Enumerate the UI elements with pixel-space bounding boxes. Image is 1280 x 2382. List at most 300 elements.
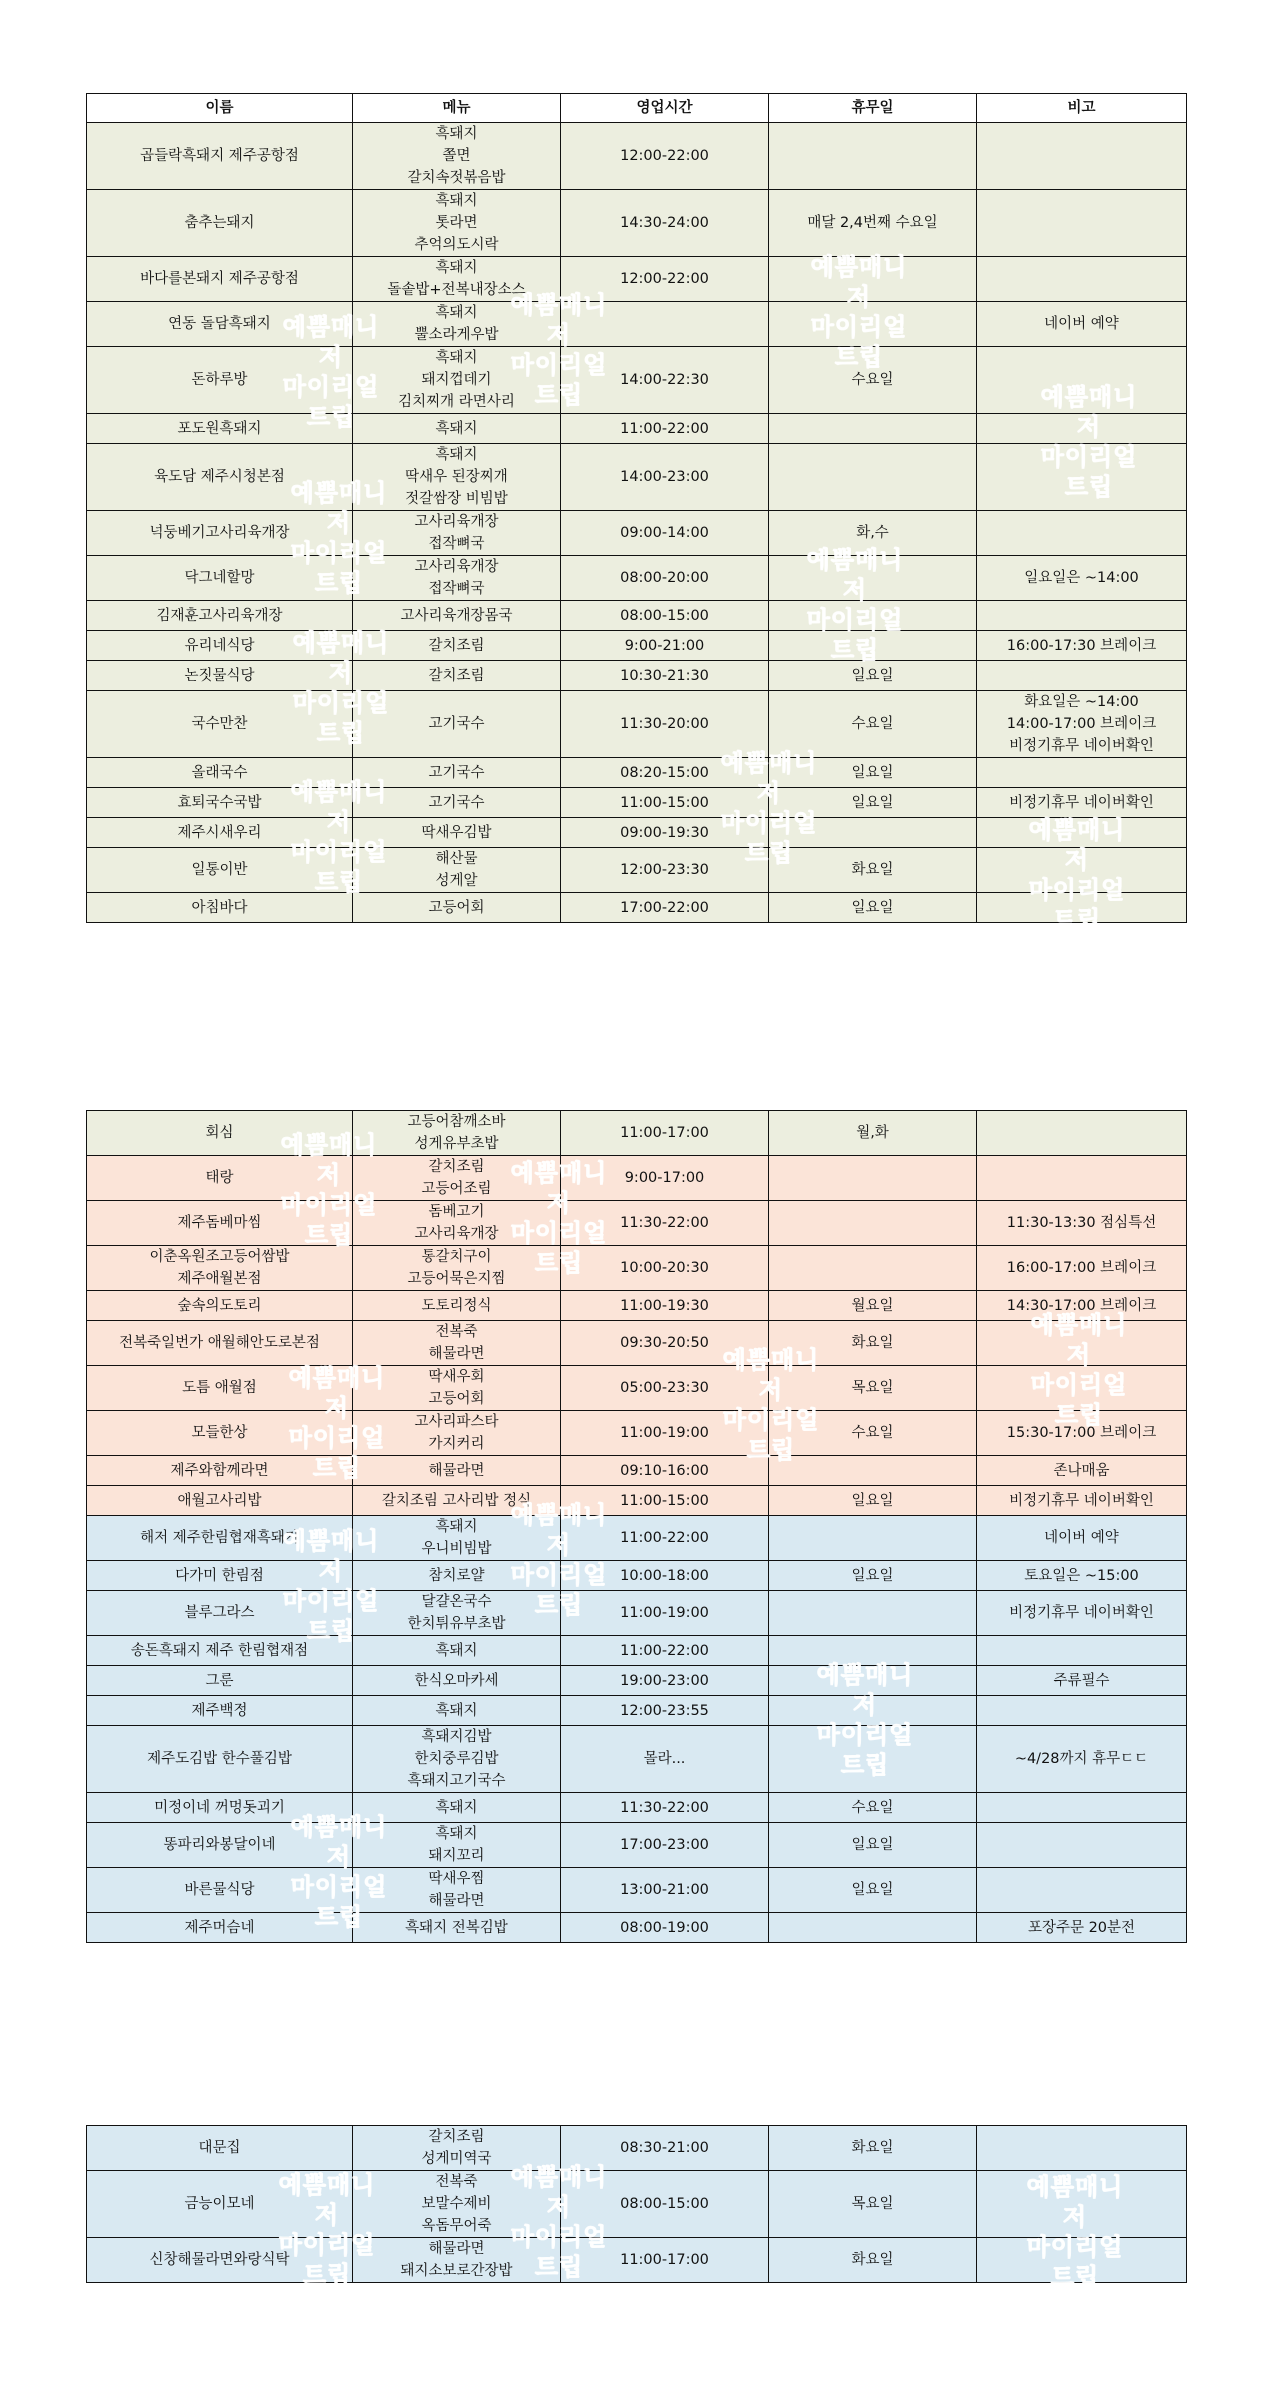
restaurant-name: 제주도김밥 한수풀김밥 bbox=[87, 1726, 353, 1793]
menu-cell-line: 딱새우찜 bbox=[428, 1871, 485, 1887]
table-row bbox=[87, 691, 1187, 758]
note-cell bbox=[977, 631, 1187, 661]
holiday-cell bbox=[769, 556, 977, 601]
restaurant-name: 일통이반 bbox=[87, 848, 353, 893]
hours-cell: 11:00-22:00 bbox=[561, 1516, 769, 1561]
note-cell bbox=[977, 511, 1187, 556]
restaurant-name: 김재훈고사리육개장 bbox=[87, 601, 353, 631]
hours-cell: 12:00-22:00 bbox=[561, 257, 769, 302]
note-cell-line: 토요일은 ~15:00 bbox=[1024, 1567, 1139, 1584]
note-cell bbox=[977, 190, 1187, 257]
watermark: 예쁨매니저 마이리얼트립 bbox=[288, 1364, 386, 1482]
watermark: 예쁨매니저 마이리얼트립 bbox=[290, 479, 388, 597]
restaurant-name bbox=[87, 1246, 353, 1291]
note-cell bbox=[977, 1201, 1187, 1246]
restaurant-name: 다가미 한림점 bbox=[87, 1561, 353, 1591]
menu-cell bbox=[353, 1696, 561, 1726]
note-cell-line: 16:00-17:00 브레이크 bbox=[1006, 1260, 1157, 1276]
menu-cell-line: 한치튀유부초밥 bbox=[407, 1616, 506, 1632]
note-cell bbox=[977, 1726, 1187, 1793]
menu-cell-line: 흑돼지 bbox=[435, 193, 478, 209]
menu-cell bbox=[353, 1666, 561, 1696]
holiday-cell: 월,화 bbox=[769, 1111, 977, 1156]
note-cell bbox=[977, 1823, 1187, 1868]
menu-cell-line: 돼지꼬리 bbox=[428, 1848, 485, 1864]
holiday-cell bbox=[769, 1246, 977, 1291]
restaurant-name: 제주시새우리 bbox=[87, 818, 353, 848]
watermark: 예쁨매니저 마이리얼트립 bbox=[810, 253, 908, 371]
restaurant-name: 금능이모네 bbox=[87, 2171, 353, 2238]
holiday-cell: 일요일 bbox=[769, 1823, 977, 1868]
restaurant-name: 아침바다 bbox=[87, 893, 353, 923]
menu-cell-line: 돌솥밥+전복내장소스 bbox=[387, 282, 526, 298]
table-row bbox=[87, 257, 1187, 302]
menu-cell-line: 고등어참깨소바 bbox=[407, 1114, 506, 1130]
table-header-row bbox=[87, 94, 1187, 123]
table-row bbox=[87, 1366, 1187, 1411]
menu-cell-line: 해물라면 bbox=[428, 1893, 485, 1909]
menu-cell bbox=[353, 2171, 561, 2238]
menu-cell bbox=[353, 123, 561, 190]
menu-cell-line: 옥돔무어죽 bbox=[421, 2218, 492, 2234]
hours-cell: 11:00-15:00 bbox=[561, 788, 769, 818]
hours-cell: 09:00-14:00 bbox=[561, 511, 769, 556]
watermark: 예쁨매니저 마이리얼트립 bbox=[1030, 1311, 1128, 1429]
hours-cell: 10:00-20:30 bbox=[561, 1246, 769, 1291]
restaurant-name: 제주돔베마씸 bbox=[87, 1201, 353, 1246]
menu-cell-line: 흑돼지 bbox=[435, 305, 478, 321]
note-cell bbox=[977, 788, 1187, 818]
watermark: 예쁨매니저 마이리얼트립 bbox=[282, 1527, 380, 1645]
note-cell bbox=[977, 257, 1187, 302]
menu-cell bbox=[353, 1591, 561, 1636]
menu-cell-line: 고사리파스타 bbox=[414, 1414, 499, 1430]
menu-cell-line: 고기국수 bbox=[428, 764, 485, 781]
table-row bbox=[87, 893, 1187, 923]
note-cell bbox=[977, 414, 1187, 444]
holiday-cell: 매달 2,4번째 수요일 bbox=[769, 190, 977, 257]
holiday-cell bbox=[769, 1726, 977, 1793]
hours-cell: 12:00-23:30 bbox=[561, 848, 769, 893]
restaurant-name: 국수만찬 bbox=[87, 691, 353, 758]
menu-cell bbox=[353, 190, 561, 257]
table-row bbox=[87, 1246, 1187, 1291]
menu-cell-line: 고등어조림 bbox=[421, 1181, 492, 1197]
hours-cell: 13:00-21:00 bbox=[561, 1868, 769, 1913]
watermark: 예쁨매니저 마이리얼트립 bbox=[292, 629, 390, 747]
note-cell bbox=[977, 1291, 1187, 1321]
menu-cell-line: 해산물 bbox=[435, 851, 478, 867]
table-row bbox=[87, 788, 1187, 818]
table-row bbox=[87, 444, 1187, 511]
table-row bbox=[87, 1156, 1187, 1201]
note-cell bbox=[977, 1366, 1187, 1411]
holiday-cell: 화요일 bbox=[769, 2126, 977, 2171]
note-cell bbox=[977, 1696, 1187, 1726]
note-cell bbox=[977, 444, 1187, 511]
menu-cell-line: 해물라면 bbox=[428, 1346, 485, 1362]
menu-cell-line: 흑돼지 bbox=[435, 1519, 478, 1535]
restaurant-name: 모들한상 bbox=[87, 1411, 353, 1456]
holiday-cell: 목요일 bbox=[769, 1366, 977, 1411]
restaurant-name: 육도담 제주시청본점 bbox=[87, 444, 353, 511]
note-cell bbox=[977, 601, 1187, 631]
table-row bbox=[87, 661, 1187, 691]
menu-cell bbox=[353, 347, 561, 414]
note-cell-line: 비정기휴무 네이버확인 bbox=[1009, 794, 1154, 811]
menu-cell-line: 갈치조림 bbox=[428, 2129, 485, 2145]
note-cell-line: 11:30-13:30 점심특선 bbox=[1006, 1215, 1157, 1231]
note-cell bbox=[977, 1486, 1187, 1516]
table-row bbox=[87, 511, 1187, 556]
note-cell bbox=[977, 1591, 1187, 1636]
restaurant-name: 효퇴국수국밥 bbox=[87, 788, 353, 818]
table-row bbox=[87, 347, 1187, 414]
hours-cell: 09:10-16:00 bbox=[561, 1456, 769, 1486]
watermark: 예쁨매니저 마이리얼트립 bbox=[1040, 383, 1138, 501]
menu-cell bbox=[353, 1321, 561, 1366]
menu-cell-line: 통갈치구이 bbox=[421, 1249, 492, 1265]
table-row bbox=[87, 1823, 1187, 1868]
menu-cell bbox=[353, 1201, 561, 1246]
hours-cell: 08:00-15:00 bbox=[561, 2171, 769, 2238]
menu-cell bbox=[353, 1456, 561, 1486]
holiday-cell bbox=[769, 257, 977, 302]
restaurant-name: 태랑 bbox=[87, 1156, 353, 1201]
note-cell-line: 15:30-17:00 브레이크 bbox=[1006, 1425, 1157, 1441]
restaurant-name: 회심 bbox=[87, 1111, 353, 1156]
menu-cell-line: 고등어회 bbox=[428, 1391, 485, 1407]
note-cell bbox=[977, 661, 1187, 691]
holiday-cell: 화요일 bbox=[769, 848, 977, 893]
holiday-cell bbox=[769, 1636, 977, 1666]
menu-cell-line: 갈치조림 고사리밥 정식 bbox=[381, 1492, 532, 1509]
menu-cell-line: 뿔소라게우밥 bbox=[414, 327, 499, 343]
menu-cell-line: 김치찌개 라면사리 bbox=[398, 394, 515, 410]
note-cell-line: 포장주문 20분전 bbox=[1027, 1919, 1136, 1936]
table-row bbox=[87, 414, 1187, 444]
note-cell-line: 화요일은 ~14:00 bbox=[1024, 694, 1139, 710]
menu-cell-line: 흑돼지김밥 bbox=[421, 1729, 492, 1745]
note-cell bbox=[977, 1561, 1187, 1591]
restaurant-name: 바른물식당 bbox=[87, 1868, 353, 1913]
menu-cell-line: 흑돼지 bbox=[435, 447, 478, 463]
table-row bbox=[87, 1516, 1187, 1561]
restaurant-name: 애월고사리밥 bbox=[87, 1486, 353, 1516]
menu-cell bbox=[353, 511, 561, 556]
holiday-cell bbox=[769, 631, 977, 661]
menu-cell-line: 흑돼지 bbox=[435, 1642, 478, 1659]
menu-cell-line: 흑돼지 bbox=[435, 1826, 478, 1842]
menu-cell bbox=[353, 1793, 561, 1823]
menu-cell bbox=[353, 1411, 561, 1456]
restaurant-name: 춤추는돼지 bbox=[87, 190, 353, 257]
menu-cell-line: 한식오마카세 bbox=[414, 1672, 499, 1689]
note-cell bbox=[977, 1636, 1187, 1666]
menu-cell-line: 접작뼈국 bbox=[428, 581, 485, 597]
hours-cell: 08:00-19:00 bbox=[561, 1913, 769, 1943]
menu-cell-line: 해물라면 bbox=[428, 2241, 485, 2257]
menu-cell bbox=[353, 601, 561, 631]
menu-cell bbox=[353, 691, 561, 758]
menu-cell bbox=[353, 257, 561, 302]
table-row bbox=[87, 1411, 1187, 1456]
holiday-cell bbox=[769, 302, 977, 347]
note-cell-line: 비정기휴무 네이버확인 bbox=[1009, 1605, 1154, 1621]
hours-cell: 12:00-22:00 bbox=[561, 123, 769, 190]
watermark: 예쁨매니저 마이리얼트립 bbox=[720, 749, 818, 867]
note-cell bbox=[977, 1666, 1187, 1696]
menu-cell bbox=[353, 893, 561, 923]
hours-cell: 08:20-15:00 bbox=[561, 758, 769, 788]
restaurant-name: 제주머슴네 bbox=[87, 1913, 353, 1943]
table-row bbox=[87, 1291, 1187, 1321]
note-cell bbox=[977, 1516, 1187, 1561]
restaurant-name: 블루그라스 bbox=[87, 1591, 353, 1636]
menu-cell bbox=[353, 414, 561, 444]
menu-cell bbox=[353, 444, 561, 511]
menu-cell-line: 흑돼지 bbox=[435, 1702, 478, 1719]
holiday-cell bbox=[769, 444, 977, 511]
holiday-cell: 일요일 bbox=[769, 893, 977, 923]
note-cell bbox=[977, 556, 1187, 601]
menu-cell bbox=[353, 818, 561, 848]
holiday-cell: 일요일 bbox=[769, 758, 977, 788]
note-cell-line: 주류필수 bbox=[1053, 1672, 1110, 1689]
table-row bbox=[87, 1868, 1187, 1913]
menu-cell-line: 돼지껍데기 bbox=[421, 372, 492, 388]
table-row bbox=[87, 302, 1187, 347]
restaurant-name: 신창해물라면와랑식탁 bbox=[87, 2238, 353, 2283]
menu-cell bbox=[353, 758, 561, 788]
note-cell bbox=[977, 302, 1187, 347]
header-menu: 메뉴 bbox=[353, 94, 561, 123]
menu-cell-line: 흑돼지 전복김밥 bbox=[405, 1919, 508, 1936]
holiday-cell: 화요일 bbox=[769, 2238, 977, 2283]
menu-cell-line: 딱새우회 bbox=[428, 1369, 485, 1385]
restaurant-name: 대문집 bbox=[87, 2126, 353, 2171]
header-name: 이름 bbox=[87, 94, 353, 123]
note-cell-line: 네이버 예약 bbox=[1044, 1530, 1119, 1546]
note-cell-line: 비정기휴무 네이버확인 bbox=[1009, 1492, 1154, 1509]
note-cell bbox=[977, 1111, 1187, 1156]
header-holiday: 휴무일 bbox=[769, 94, 977, 123]
holiday-cell: 수요일 bbox=[769, 691, 977, 758]
menu-cell-line: 달걀온국수 bbox=[421, 1594, 492, 1610]
menu-cell-line: 추억의도시락 bbox=[414, 237, 499, 253]
watermark: 예쁨매니저 마이리얼트립 bbox=[722, 1346, 820, 1464]
menu-cell-line: 한치중루김밥 bbox=[414, 1751, 499, 1767]
menu-cell bbox=[353, 848, 561, 893]
menu-cell-line: 갈치속젓볶음밥 bbox=[407, 170, 506, 186]
restaurant-table-3 bbox=[86, 2125, 1187, 2291]
watermark: 예쁨매니저 마이리얼트립 bbox=[510, 1159, 608, 1277]
menu-cell-line: 고사리육개장 bbox=[414, 1226, 499, 1242]
holiday-cell: 화요일 bbox=[769, 1321, 977, 1366]
note-cell-line: 일요일은 ~14:00 bbox=[1024, 570, 1139, 586]
menu-cell-line: 성게유부초밥 bbox=[414, 1136, 499, 1152]
note-cell bbox=[977, 1411, 1187, 1456]
menu-cell-line: 전복죽 bbox=[435, 2174, 478, 2190]
hours-cell: 11:00-22:00 bbox=[561, 1636, 769, 1666]
watermark: 예쁨매니저 마이리얼트립 bbox=[510, 1501, 608, 1619]
table-row bbox=[87, 1486, 1187, 1516]
hours-cell: 14:00-22:30 bbox=[561, 347, 769, 414]
table-row bbox=[87, 601, 1187, 631]
menu-cell-line: 돔베고기 bbox=[428, 1204, 485, 1220]
table-row bbox=[87, 818, 1187, 848]
table-row bbox=[87, 1913, 1187, 1943]
restaurant-name: 논짓물식당 bbox=[87, 661, 353, 691]
holiday-cell: 화,수 bbox=[769, 511, 977, 556]
hours-cell: 11:00-19:30 bbox=[561, 1291, 769, 1321]
menu-cell-line: 갈치조림 bbox=[428, 667, 485, 684]
hours-cell: 11:00-19:00 bbox=[561, 1411, 769, 1456]
hours-cell: 11:00-17:00 bbox=[561, 2238, 769, 2283]
menu-cell-line: 고사리육개장 bbox=[414, 514, 499, 530]
menu-cell bbox=[353, 661, 561, 691]
menu-cell-line: 쫄면 bbox=[442, 148, 471, 164]
hours-cell: 몰라... bbox=[561, 1726, 769, 1793]
restaurant-name: 연동 돌담흑돼지 bbox=[87, 302, 353, 347]
table-row bbox=[87, 1591, 1187, 1636]
table-row bbox=[87, 1793, 1187, 1823]
menu-cell bbox=[353, 1561, 561, 1591]
menu-cell-line: 돼지소보로간장밥 bbox=[400, 2263, 513, 2279]
table-row bbox=[87, 1636, 1187, 1666]
restaurant-name: 제주백정 bbox=[87, 1696, 353, 1726]
menu-cell-line: 가지커리 bbox=[428, 1436, 485, 1452]
note-cell-line: 존나매움 bbox=[1053, 1462, 1110, 1479]
holiday-cell: 월요일 bbox=[769, 1291, 977, 1321]
menu-cell bbox=[353, 1291, 561, 1321]
holiday-cell: 일요일 bbox=[769, 661, 977, 691]
restaurant-name: 유리네식당 bbox=[87, 631, 353, 661]
header-note: 비고 bbox=[977, 94, 1187, 123]
menu-cell bbox=[353, 556, 561, 601]
table-row bbox=[87, 1201, 1187, 1246]
hours-cell: 08:00-20:00 bbox=[561, 556, 769, 601]
restaurant-name-line: 제주애월본점 bbox=[177, 1271, 262, 1287]
note-cell bbox=[977, 2171, 1187, 2291]
holiday-cell: 목요일 bbox=[769, 2171, 977, 2238]
holiday-cell bbox=[769, 1696, 977, 1726]
holiday-cell bbox=[769, 1591, 977, 1636]
note-cell bbox=[977, 1793, 1187, 1823]
note-cell bbox=[977, 1156, 1187, 1201]
holiday-cell bbox=[769, 1666, 977, 1696]
menu-cell bbox=[353, 302, 561, 347]
note-cell bbox=[977, 893, 1187, 923]
restaurant-name: 올래국수 bbox=[87, 758, 353, 788]
note-cell-line: 14:30-17:00 브레이크 bbox=[1006, 1297, 1157, 1314]
holiday-cell: 수요일 bbox=[769, 1793, 977, 1823]
menu-cell-line: 고등어묵은지찜 bbox=[407, 1271, 506, 1287]
menu-cell-line: 젓갈쌈장 비빔밥 bbox=[405, 491, 508, 507]
menu-cell-line: 고기국수 bbox=[428, 716, 485, 732]
watermark: 예쁨매니저 마이리얼트립 bbox=[510, 2163, 608, 2281]
watermark: 예쁨매니저 마이리얼트립 bbox=[290, 778, 388, 896]
table-row bbox=[87, 1321, 1187, 1366]
menu-cell bbox=[353, 1156, 561, 1201]
watermark: 예쁨매니저 마이리얼트립 bbox=[282, 313, 380, 431]
menu-cell-line: 갈치조림 bbox=[428, 637, 485, 654]
holiday-cell: 일요일 bbox=[769, 788, 977, 818]
note-cell bbox=[977, 347, 1187, 414]
note-cell-line: 비정기휴무 네이버확인 bbox=[1009, 738, 1154, 754]
restaurant-name: 바다를본돼지 제주공항점 bbox=[87, 257, 353, 302]
menu-cell bbox=[353, 2126, 561, 2171]
hours-cell: 17:00-22:00 bbox=[561, 893, 769, 923]
holiday-cell bbox=[769, 414, 977, 444]
hours-cell: 11:00-17:00 bbox=[561, 1111, 769, 1156]
menu-cell-line: 접작뼈국 bbox=[428, 536, 485, 552]
hours-cell: 10:30-21:30 bbox=[561, 661, 769, 691]
restaurant-name: 미정이네 꺼멍돗괴기 bbox=[87, 1793, 353, 1823]
hours-cell: 14:30-24:00 bbox=[561, 190, 769, 257]
note-cell-line: 네이버 예약 bbox=[1044, 316, 1119, 332]
holiday-cell bbox=[769, 1516, 977, 1561]
note-cell bbox=[977, 1868, 1187, 1913]
menu-cell bbox=[353, 1516, 561, 1561]
holiday-cell: 수요일 bbox=[769, 1411, 977, 1456]
menu-cell-line: 성게미역국 bbox=[421, 2151, 492, 2167]
watermark: 예쁨매니저 마이리얼트립 bbox=[1028, 816, 1126, 934]
holiday-cell bbox=[769, 818, 977, 848]
table-row bbox=[87, 2171, 1187, 2238]
menu-cell-line: 흑돼지 bbox=[435, 350, 478, 366]
menu-cell bbox=[353, 1246, 561, 1291]
note-cell bbox=[977, 848, 1187, 893]
holiday-cell bbox=[769, 1201, 977, 1246]
menu-cell bbox=[353, 1823, 561, 1868]
table-row bbox=[87, 631, 1187, 661]
hours-cell bbox=[561, 302, 769, 347]
table-row bbox=[87, 1456, 1187, 1486]
menu-cell-line: 흑돼지 bbox=[435, 1799, 478, 1816]
note-cell bbox=[977, 691, 1187, 758]
restaurant-name: 넉둥베기고사리육개장 bbox=[87, 511, 353, 556]
menu-cell-line: 흑돼지 bbox=[435, 126, 478, 142]
holiday-cell bbox=[769, 1913, 977, 1943]
restaurant-table-1 bbox=[86, 93, 1187, 934]
restaurant-name: 도틈 애월점 bbox=[87, 1366, 353, 1411]
menu-cell-line: 흑돼지고기국수 bbox=[407, 1773, 506, 1789]
note-cell bbox=[977, 1321, 1187, 1366]
note-cell bbox=[977, 2238, 1187, 2283]
note-cell bbox=[977, 1456, 1187, 1486]
watermark: 예쁨매니저 마이리얼트립 bbox=[806, 546, 904, 664]
restaurant-name: 포도원흑돼지 bbox=[87, 414, 353, 444]
hours-cell: 10:00-18:00 bbox=[561, 1561, 769, 1591]
hours-cell: 05:00-23:30 bbox=[561, 1366, 769, 1411]
watermark: 예쁨매니저 마이리얼트립 bbox=[290, 1813, 388, 1931]
holiday-cell bbox=[769, 1456, 977, 1486]
hours-cell: 11:00-19:00 bbox=[561, 1591, 769, 1636]
holiday-cell bbox=[769, 123, 977, 190]
menu-cell bbox=[353, 631, 561, 661]
table-row bbox=[87, 758, 1187, 788]
menu-cell-line: 고사리육개장몸국 bbox=[400, 607, 513, 624]
table-row bbox=[87, 1666, 1187, 1696]
note-cell bbox=[977, 2126, 1187, 2171]
note-cell bbox=[977, 1246, 1187, 1291]
menu-cell-line: 딱새우김밥 bbox=[421, 824, 492, 841]
restaurant-name: 해저 제주한림협재흑돼지 bbox=[87, 1516, 353, 1561]
watermark: 예쁨매니저 마이리얼트립 bbox=[278, 2171, 376, 2289]
watermark: 예쁨매니저 마이리얼트립 bbox=[510, 291, 608, 409]
menu-cell bbox=[353, 1486, 561, 1516]
